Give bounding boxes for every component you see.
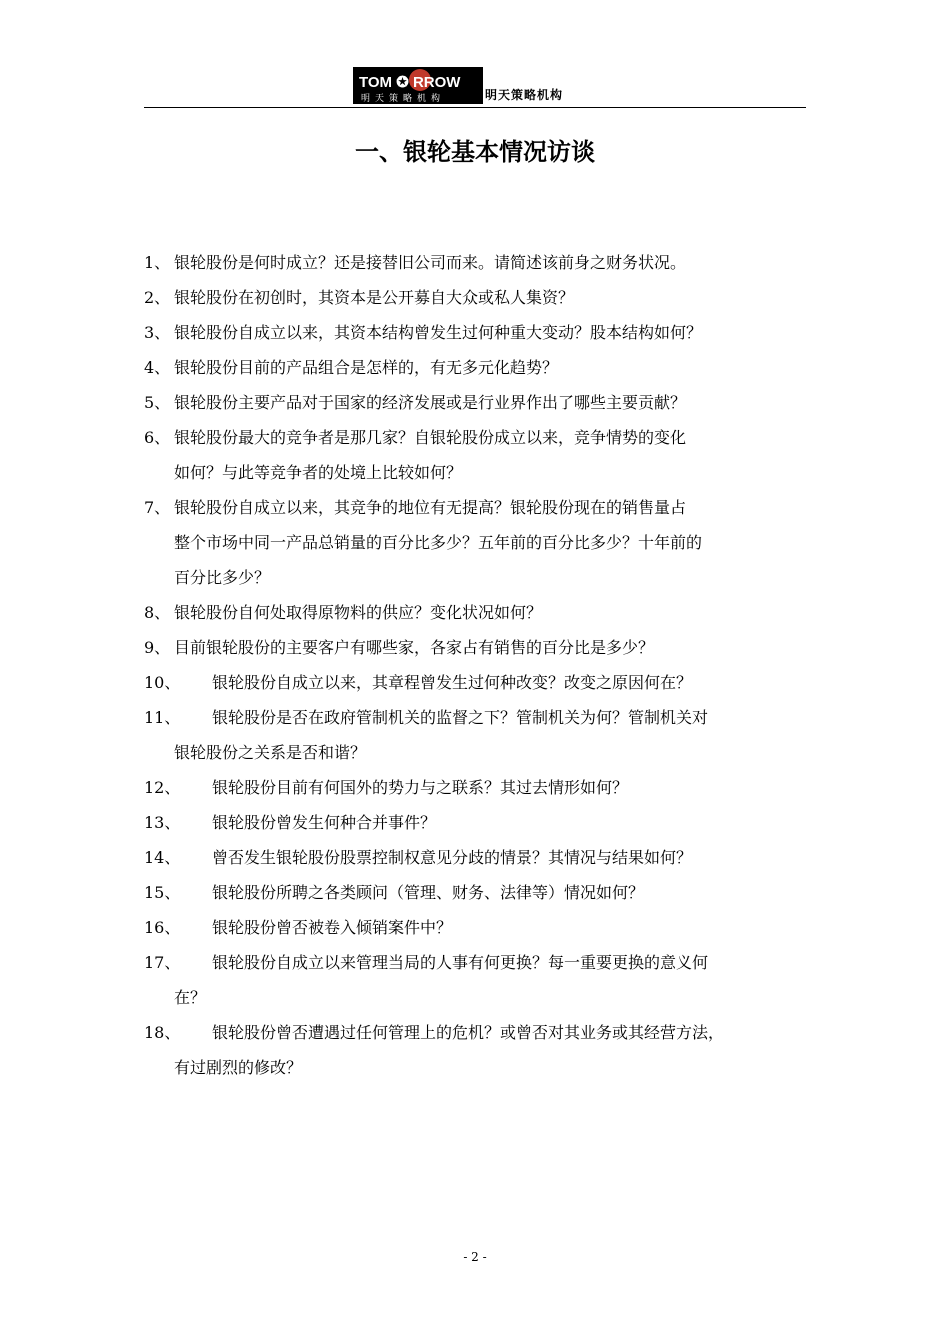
question-text: 银轮股份主要产品对于国家的经济发展或是行业界作出了哪些主要贡献？ <box>174 393 687 412</box>
question-item <box>144 280 814 315</box>
question-text: 银轮股份在初创时，其资本是公开募自大众或私人集资？ <box>174 288 575 307</box>
question-text: 银轮股份自成立以来，其章程曾发生过何种改变？改变之原因何在？ <box>212 673 693 692</box>
page-number: - 2 - <box>463 1250 487 1264</box>
org-name: 明天策略机构 <box>485 88 564 102</box>
question-text: 曾否发生银轮股份股票控制权意见分歧的情景？其情况与结果如何？ <box>212 848 693 867</box>
question-text: 银轮股份自成立以来管理当局的人事有何更换？每一重要更换的意义何 <box>212 953 709 972</box>
question-number: 9、 <box>144 638 171 657</box>
question-number: 17、 <box>144 953 181 972</box>
question-text: 银轮股份曾否遭遇过任何管理上的危机？或曾否对其业务或其经营方法， <box>212 1023 725 1042</box>
question-item <box>144 840 814 875</box>
logo-subtitle: 明天策略机构 <box>361 94 446 104</box>
question-text: 银轮股份自成立以来，其资本结构曾发生过何种重大变动？股本结构如何？ <box>174 323 703 342</box>
question-text-continued: 在？ <box>174 988 207 1007</box>
header-divider <box>144 107 806 108</box>
question-number: 2、 <box>144 288 171 307</box>
question-item <box>144 350 814 385</box>
question-item <box>144 595 814 630</box>
question-text-continued: 如何？与此等竞争者的处境上比较如何？ <box>174 463 463 482</box>
question-item <box>144 420 814 490</box>
logo-text: TOM ✪ RROW <box>359 74 461 91</box>
question-number: 11、 <box>144 708 181 727</box>
question-item <box>144 315 814 350</box>
question-number: 14、 <box>144 848 181 867</box>
question-number: 16、 <box>144 918 181 937</box>
question-number: 15、 <box>144 883 181 902</box>
question-item <box>144 1015 814 1085</box>
question-item <box>144 700 814 770</box>
question-number: 13、 <box>144 813 181 832</box>
question-text-continued: 有过剧烈的修改？ <box>174 1058 303 1077</box>
logo <box>353 67 483 104</box>
question-text: 银轮股份目前的产品组合是怎样的，有无多元化趋势？ <box>174 358 559 377</box>
question-item <box>144 490 814 595</box>
question-number: 5、 <box>144 393 171 412</box>
question-text-continued: 百分比多少？ <box>174 568 271 587</box>
question-number: 7、 <box>144 498 171 517</box>
question-item <box>144 385 814 420</box>
question-number: 12、 <box>144 778 181 797</box>
question-text: 银轮股份是否在政府管制机关的监督之下？管制机关为何？管制机关对 <box>212 708 709 727</box>
question-number: 1、 <box>144 253 171 272</box>
question-list <box>144 245 814 1085</box>
question-item <box>144 770 814 805</box>
page-header <box>0 0 950 110</box>
question-text: 目前银轮股份的主要客户有哪些家，各家占有销售的百分比是多少？ <box>174 638 655 657</box>
question-text: 银轮股份曾否被卷入倾销案件中？ <box>212 918 453 937</box>
question-text: 银轮股份自何处取得原物料的供应？变化状况如何？ <box>174 603 543 622</box>
question-text: 银轮股份是何时成立？还是接替旧公司而来。请简述该前身之财务状况。 <box>174 253 687 272</box>
question-text: 银轮股份目前有何国外的势力与之联系？其过去情形如何？ <box>212 778 629 797</box>
question-item <box>144 630 814 665</box>
question-number: 6、 <box>144 428 171 447</box>
question-text: 银轮股份最大的竞争者是那几家？自银轮股份成立以来，竞争情势的变化 <box>174 428 687 447</box>
question-number: 8、 <box>144 603 171 622</box>
question-item <box>144 665 814 700</box>
page-title: 一、银轮基本情况访谈 <box>355 138 595 166</box>
question-number: 4、 <box>144 358 171 377</box>
question-text: 银轮股份曾发生何种合并事件？ <box>212 813 437 832</box>
question-item <box>144 805 814 840</box>
question-text-continued: 银轮股份之关系是否和谐？ <box>174 743 367 762</box>
question-text-continued: 整个市场中同一产品总销量的百分比多少？五年前的百分比多少？十年前的 <box>174 533 703 552</box>
question-item <box>144 945 814 1015</box>
question-item <box>144 875 814 910</box>
question-item <box>144 910 814 945</box>
question-text: 银轮股份自成立以来，其竞争的地位有无提高？银轮股份现在的销售量占 <box>174 498 687 517</box>
question-number: 3、 <box>144 323 171 342</box>
question-number: 18、 <box>144 1023 181 1042</box>
question-text: 银轮股份所聘之各类顾问（管理、财务、法律等）情况如何？ <box>212 883 645 902</box>
question-number: 10、 <box>144 673 181 692</box>
question-item <box>144 245 814 280</box>
